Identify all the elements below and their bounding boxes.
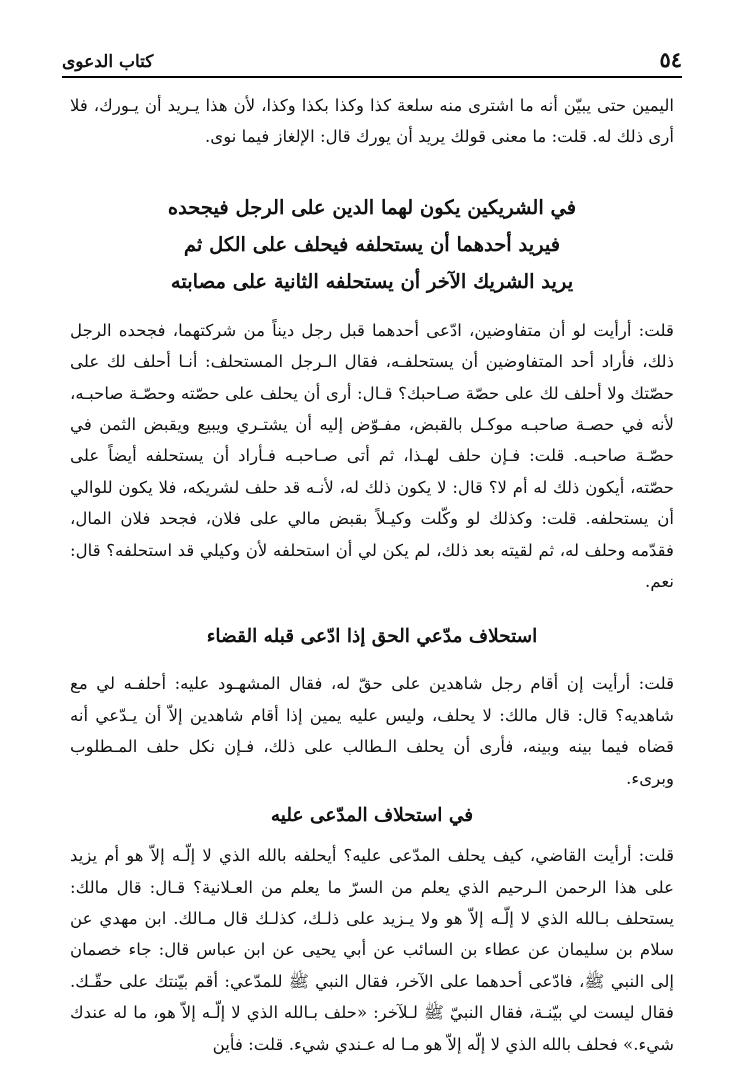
page-number: ٥٤ bbox=[659, 47, 682, 72]
header-rule bbox=[62, 76, 682, 78]
partners-paragraph: قلت: أرأيت لو أن متفاوضين، ادّعى أحدهما قبل رجل ديناً من شركتهما، فجحده الرجل ذلك، فأراد أحد المتفاوضين أن يستحلفـه، فقال الـرجل المستحلف: أنـا أحلف لك على حصّتك ولا أحلف لك على حصّة صـاحبك؟ قـال: أرى أن يحلف على حصّته وحصّـة صاحبـه، لأنه في حصـة صاحبـه موكـل بالقبض، مفـوّض إليه أن يشتـري ويبيع ويقبض الثمن في حصّـة صاحبـه. قلت: فـإن حلف لهـذا، ثم أتى صـاحبـه فـأراد أن يستحلفه أيضاً على حصّته، أيكون ذلك له أم لا؟ قال: لا يكون ذلك له، لأنـه قد حلف لشريكه، فلا يكون للوالي أن يستحلفه. قلت: وكذلك لو وكّلت وكيـلاً بقبض مالي على فلان، فجحد فلان المال، فقدّمه وحلف له، ثم لقيته بعد ذلك، لم يكن لي أن استحلفه لأن وكيلي قد استحلفه؟ قال: نعم. bbox=[70, 320, 674, 592]
section-heading-line: في الشريكين يكون لهما الدين على الرجل فيجحده bbox=[167, 195, 577, 219]
section-heading-claimant-oath: استحلاف مدّعي الحق إذا ادّعى قبله القضاء bbox=[206, 626, 538, 648]
page-body bbox=[70, 90, 674, 1060]
defendant-oath-paragraph: قلت: أرأيت القاضي، كيف يحلف المدّعى عليه؟ أيحلفه بالله الذي لا إلّـه إلاّ هو أم يزيد على هذا الرحمن الـرحيم الذي يعلم من السرّ ما يعلم من العـلانية؟ قـال: قال مالك: يستحلف بـالله الذي لا إلّـه إلاّ هو ولا يـزيد على ذلـك، كذلـك قال مـالك. ابن مهدي عن سلام بن سليمان عن عطاء بن السائب عن أبي يحيى عن ابن عباس قال: جاء خصمان إلى النبي ﷺ، فادّعى أحدهما على الآخر، فقال النبي ﷺ للمدّعي: أقم بيّنتك على حقّـك. فقال ليست لي بيّنـة، فقال النبيّ ﷺ لـلآخر: «حلف بـالله الذي لا إلّـه إلاّ هو، ما له عندك شيء.» فحلف بالله الذي لا إلّه إلاّ هو مـا له عـندي شيء. قلت: فأين bbox=[70, 846, 674, 1054]
section-heading-partners bbox=[70, 189, 674, 300]
section-heading-line: فيريد أحدهما أن يستحلفه فيحلف على الكل ثم bbox=[183, 232, 561, 256]
section-heading-line: يريد الشريك الآخر أن يستحلفه الثانية على مصابته bbox=[170, 269, 574, 293]
section-heading-defendant-oath: في استحلاف المدّعى عليه bbox=[270, 805, 474, 827]
book-title: كتاب الدعوى bbox=[62, 52, 154, 72]
continuation-paragraph: اليمين حتى يبيّن أنه ما اشترى منه سلعة كذا وكذا بكذا وكذا، لأن هذا يـريد أن يـورك، فلا أرى ذلك له. قلت: ما معنى قولك يريد أن يورك قال: الإلغاز فيما نوى. bbox=[70, 96, 674, 147]
page-header bbox=[62, 42, 682, 72]
claimant-oath-paragraph: قلت: أرأيت إن أقام رجل شاهدين على حقّ له، فقال المشهـود عليه: أحلفـه لي مع شاهديه؟ قال: قال مالك: لا يحلف، وليس عليه يمين إذا أقام شاهدين إلاّ أن يـدّعي أنه قضاه فيما بينه وبينه، فأرى أن يحلف الـطالب على ذلك، فـإن نكل حلف المـطلوب وبرىء. bbox=[70, 674, 674, 788]
